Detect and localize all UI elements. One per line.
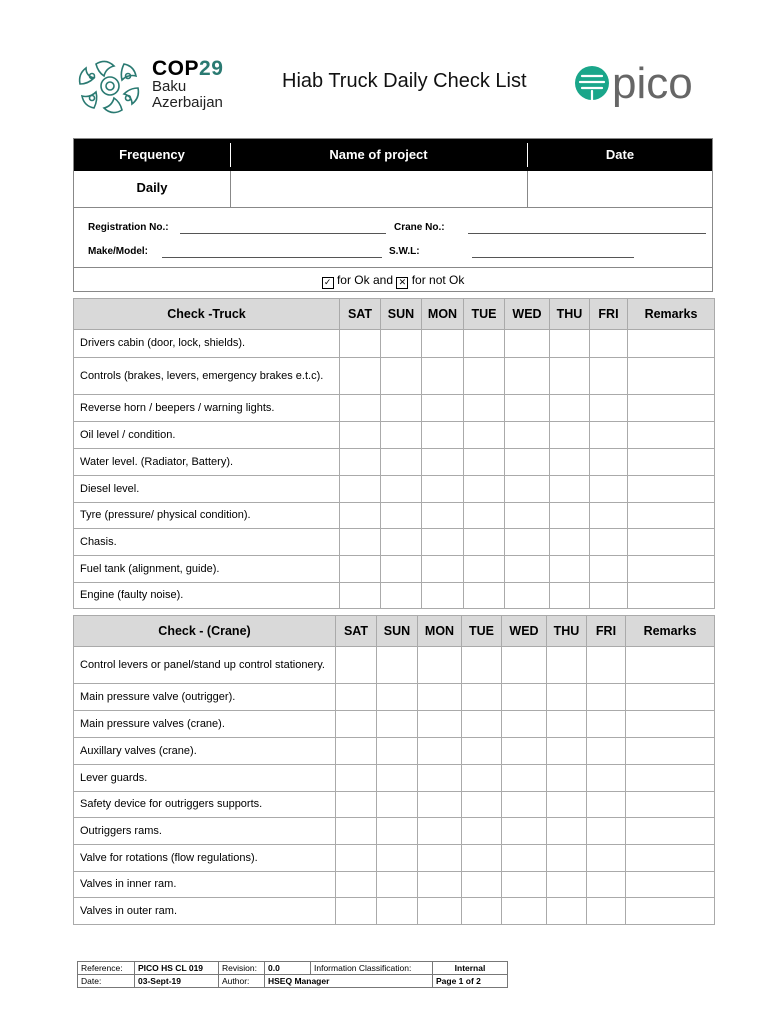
check-cell-thu[interactable]: [550, 449, 590, 476]
check-cell-mon[interactable]: [418, 711, 462, 738]
check-cell-wed[interactable]: [502, 792, 547, 818]
truck-check-header: Check -Truck: [74, 299, 340, 330]
check-cell-sun[interactable]: [377, 898, 418, 925]
check-cell-tue[interactable]: [464, 476, 505, 503]
day-header-wed: WED: [505, 299, 550, 330]
check-cell-mon[interactable]: [418, 898, 462, 925]
check-cell-mon[interactable]: [418, 845, 462, 872]
check-cell-fri[interactable]: [590, 422, 628, 449]
table-row: [74, 872, 715, 898]
check-cell-fri[interactable]: [587, 711, 626, 738]
check-cell-fri[interactable]: [587, 872, 626, 898]
check-cell-mon[interactable]: [422, 449, 464, 476]
check-item-label: Reverse horn / beepers / warning lights.: [74, 395, 340, 422]
check-cell-fri[interactable]: [590, 330, 628, 358]
check-cell-fri[interactable]: [587, 765, 626, 792]
cell-divider: [230, 171, 231, 207]
check-cell-fri[interactable]: [590, 449, 628, 476]
day-header-fri: FRI: [590, 299, 628, 330]
check-item-label: Controls (brakes, levers, emergency brakes e.t.c).: [74, 358, 340, 395]
legend-ok-text: for Ok and: [336, 273, 393, 287]
check-cell-tue[interactable]: [462, 647, 502, 684]
table-row: [74, 738, 715, 765]
crane-check-header: Check - (Crane): [74, 616, 336, 647]
remarks-cell[interactable]: [628, 583, 715, 609]
cell-divider: [527, 171, 528, 207]
pico-emblem-icon: [575, 66, 609, 101]
table-row: [74, 647, 715, 684]
registration-label: Registration No.:: [88, 222, 169, 233]
check-cell-sat[interactable]: [340, 422, 381, 449]
author-label: Author:: [219, 975, 265, 988]
remarks-cell[interactable]: [628, 476, 715, 503]
check-cell-fri[interactable]: [587, 898, 626, 925]
check-cell-sun[interactable]: [377, 738, 418, 765]
check-item-label: Drivers cabin (door, lock, shields).: [74, 330, 340, 358]
check-cell-sun[interactable]: [377, 792, 418, 818]
page-number: Page 1 of 2: [433, 975, 508, 988]
check-item-label: Tyre (pressure/ physical condition).: [74, 503, 340, 529]
table-row: [74, 503, 715, 529]
check-cell-tue[interactable]: [464, 449, 505, 476]
check-cell-wed[interactable]: [502, 765, 547, 792]
remarks-cell[interactable]: [628, 422, 715, 449]
check-cell-sun[interactable]: [381, 583, 422, 609]
check-cell-thu[interactable]: [547, 684, 587, 711]
reference-value: PICO HS CL 019: [135, 962, 219, 975]
check-cell-fri[interactable]: [587, 845, 626, 872]
day-header-fri: FRI: [587, 616, 626, 647]
check-cell-tue[interactable]: [462, 684, 502, 711]
check-cell-sun[interactable]: [381, 330, 422, 358]
project-values-row: [74, 171, 712, 208]
swl-field[interactable]: [472, 257, 634, 258]
check-cell-sat[interactable]: [340, 358, 381, 395]
check-cell-sat[interactable]: [336, 818, 377, 845]
cop-number: 29: [199, 57, 224, 80]
check-item-label: Engine (faulty noise).: [74, 583, 340, 609]
table-row: [74, 529, 715, 556]
check-item-label: Oil level / condition.: [74, 422, 340, 449]
check-cell-fri[interactable]: [590, 529, 628, 556]
remarks-cell[interactable]: [626, 738, 715, 765]
cop-brand: COP: [152, 57, 200, 80]
check-item-label: Valve for rotations (flow regulations).: [74, 845, 336, 872]
check-cell-fri[interactable]: [590, 395, 628, 422]
check-cell-sat[interactable]: [336, 792, 377, 818]
check-cell-sun[interactable]: [381, 503, 422, 529]
check-cell-fri[interactable]: [587, 792, 626, 818]
remarks-header: Remarks: [628, 299, 715, 330]
check-cell-sat[interactable]: [340, 449, 381, 476]
check-item-label: Diesel level.: [74, 476, 340, 503]
check-cell-thu[interactable]: [547, 711, 587, 738]
day-header-thu: THU: [547, 616, 587, 647]
check-cell-thu[interactable]: [550, 330, 590, 358]
check-cell-mon[interactable]: [422, 358, 464, 395]
check-cell-mon[interactable]: [418, 792, 462, 818]
remarks-cell[interactable]: [628, 503, 715, 529]
table-row: [74, 358, 715, 395]
check-cell-fri[interactable]: [590, 358, 628, 395]
check-cell-sat[interactable]: [336, 647, 377, 684]
remarks-header: Remarks: [626, 616, 715, 647]
check-cell-mon[interactable]: [422, 330, 464, 358]
check-cell-sat[interactable]: [336, 684, 377, 711]
check-cell-wed[interactable]: [502, 872, 547, 898]
table-row: [74, 711, 715, 738]
check-cell-mon[interactable]: [422, 583, 464, 609]
document-footer-table: [77, 961, 508, 988]
check-cell-tue[interactable]: [462, 872, 502, 898]
classification-label: Information Classification:: [311, 962, 433, 975]
check-cell-sat[interactable]: [340, 556, 381, 583]
pico-logo: [572, 58, 718, 116]
check-cell-thu[interactable]: [550, 503, 590, 529]
date-header: Date: [605, 147, 635, 162]
header-divider: [230, 143, 231, 167]
day-header-sat: SAT: [336, 616, 377, 647]
remarks-cell[interactable]: [626, 845, 715, 872]
check-cell-wed[interactable]: [505, 449, 550, 476]
remarks-cell[interactable]: [628, 330, 715, 358]
check-cell-mon[interactable]: [418, 738, 462, 765]
table-row: [74, 395, 715, 422]
check-cell-tue[interactable]: [464, 529, 505, 556]
check-cell-mon[interactable]: [418, 765, 462, 792]
check-cell-mon[interactable]: [422, 395, 464, 422]
author-value: HSEQ Manager: [265, 975, 433, 988]
check-cell-sun[interactable]: [381, 556, 422, 583]
table-row: [74, 792, 715, 818]
check-cell-thu[interactable]: [547, 738, 587, 765]
day-header-sun: SUN: [381, 299, 422, 330]
check-cell-sun[interactable]: [377, 845, 418, 872]
check-cell-wed[interactable]: [502, 684, 547, 711]
truck-check-table: [73, 298, 715, 609]
check-cell-wed[interactable]: [505, 358, 550, 395]
remarks-cell[interactable]: [626, 711, 715, 738]
check-cell-sun[interactable]: [381, 422, 422, 449]
day-header-sun: SUN: [377, 616, 418, 647]
check-cell-wed[interactable]: [502, 898, 547, 925]
check-item-label: Lever guards.: [74, 765, 336, 792]
check-cell-thu[interactable]: [547, 647, 587, 684]
make-model-field[interactable]: [162, 257, 382, 258]
frequency-header: Frequency: [119, 147, 185, 162]
check-cell-mon[interactable]: [418, 684, 462, 711]
check-cell-wed[interactable]: [505, 422, 550, 449]
check-cell-sun[interactable]: [377, 765, 418, 792]
check-cell-tue[interactable]: [462, 765, 502, 792]
revision-label: Revision:: [219, 962, 265, 975]
check-cell-thu[interactable]: [550, 358, 590, 395]
check-cell-thu[interactable]: [550, 556, 590, 583]
check-item-label: Fuel tank (alignment, guide).: [74, 556, 340, 583]
check-cell-sat[interactable]: [340, 476, 381, 503]
check-cell-sun[interactable]: [377, 684, 418, 711]
remarks-cell[interactable]: [628, 449, 715, 476]
check-item-label: Valves in inner ram.: [74, 872, 336, 898]
check-cell-wed[interactable]: [505, 476, 550, 503]
check-cell-sun[interactable]: [381, 529, 422, 556]
check-cell-thu[interactable]: [547, 845, 587, 872]
check-cell-fri[interactable]: [587, 647, 626, 684]
remarks-cell[interactable]: [626, 898, 715, 925]
check-cell-tue[interactable]: [464, 330, 505, 358]
check-item-label: Outriggers rams.: [74, 818, 336, 845]
remarks-cell[interactable]: [626, 647, 715, 684]
check-cell-mon[interactable]: [422, 529, 464, 556]
day-header-tue: TUE: [464, 299, 505, 330]
classification-value: Internal: [433, 962, 508, 975]
check-cell-tue[interactable]: [462, 818, 502, 845]
check-cell-tue[interactable]: [462, 898, 502, 925]
check-cell-fri[interactable]: [590, 583, 628, 609]
check-item-label: Valves in outer ram.: [74, 898, 336, 925]
header-divider: [527, 143, 528, 167]
check-cell-wed[interactable]: [505, 330, 550, 358]
day-header-sat: SAT: [340, 299, 381, 330]
check-cell-tue[interactable]: [462, 845, 502, 872]
make-model-label: Make/Model:: [88, 246, 149, 257]
check-cell-mon[interactable]: [422, 422, 464, 449]
cop29-wordmark: [152, 58, 223, 111]
remarks-cell[interactable]: [626, 792, 715, 818]
check-cell-wed[interactable]: [505, 503, 550, 529]
check-cell-tue[interactable]: [464, 422, 505, 449]
check-cell-mon[interactable]: [422, 476, 464, 503]
project-header-row: [74, 139, 712, 171]
check-cell-thu[interactable]: [550, 422, 590, 449]
table-row: [74, 765, 715, 792]
swl-label: S.W.L:: [389, 246, 420, 257]
check-cell-fri[interactable]: [590, 503, 628, 529]
check-cell-sun[interactable]: [377, 711, 418, 738]
check-cell-wed[interactable]: [502, 711, 547, 738]
registration-field[interactable]: [180, 233, 386, 234]
check-cell-fri[interactable]: [587, 684, 626, 711]
truck-header-row: [74, 299, 715, 330]
check-cell-mon[interactable]: [418, 872, 462, 898]
check-cell-tue[interactable]: [462, 738, 502, 765]
check-cell-sat[interactable]: [340, 503, 381, 529]
check-cell-fri[interactable]: [587, 738, 626, 765]
date-value: 03-Sept-19: [135, 975, 219, 988]
check-cell-wed[interactable]: [502, 845, 547, 872]
check-cell-sun[interactable]: [381, 476, 422, 503]
check-cell-tue[interactable]: [464, 395, 505, 422]
check-cell-thu[interactable]: [550, 529, 590, 556]
remarks-cell[interactable]: [628, 529, 715, 556]
check-cell-sat[interactable]: [340, 330, 381, 358]
check-cell-sun[interactable]: [377, 872, 418, 898]
day-header-mon: MON: [418, 616, 462, 647]
check-cell-sat[interactable]: [336, 711, 377, 738]
day-header-wed: WED: [502, 616, 547, 647]
check-cell-wed[interactable]: [505, 556, 550, 583]
remarks-cell[interactable]: [626, 684, 715, 711]
table-row: [74, 449, 715, 476]
remarks-cell[interactable]: [626, 872, 715, 898]
check-legend: [74, 267, 712, 293]
check-cell-fri[interactable]: [590, 476, 628, 503]
check-cell-thu[interactable]: [547, 792, 587, 818]
date-field[interactable]: [528, 171, 713, 207]
check-cell-thu[interactable]: [550, 395, 590, 422]
check-cell-thu[interactable]: [550, 583, 590, 609]
day-header-tue: TUE: [462, 616, 502, 647]
check-item-label: Control levers or panel/stand up control stationery.: [74, 647, 336, 684]
check-cell-sun[interactable]: [377, 818, 418, 845]
check-cell-sat[interactable]: [336, 845, 377, 872]
check-cell-sat[interactable]: [340, 583, 381, 609]
remarks-cell[interactable]: [628, 395, 715, 422]
project-info-table: [73, 138, 713, 292]
check-item-label: Main pressure valve (outrigger).: [74, 684, 336, 711]
crane-check-table: [73, 615, 715, 925]
crane-no-label: Crane No.:: [394, 222, 445, 233]
table-row: [74, 422, 715, 449]
checked-box-icon: ✓: [322, 277, 334, 289]
check-cell-wed[interactable]: [505, 583, 550, 609]
check-cell-tue[interactable]: [464, 583, 505, 609]
table-row: [74, 476, 715, 503]
table-row: [74, 583, 715, 609]
check-cell-tue[interactable]: [464, 556, 505, 583]
check-cell-thu[interactable]: [550, 476, 590, 503]
check-cell-wed[interactable]: [502, 738, 547, 765]
check-cell-tue[interactable]: [464, 358, 505, 395]
crane-header-row: [74, 616, 715, 647]
check-item-label: Chasis.: [74, 529, 340, 556]
check-cell-sat[interactable]: [336, 898, 377, 925]
date-label: Date:: [78, 975, 135, 988]
table-row: [74, 684, 715, 711]
project-name-field[interactable]: [231, 171, 526, 207]
table-row: [74, 556, 715, 583]
table-row: [74, 845, 715, 872]
remarks-cell[interactable]: [626, 818, 715, 845]
revision-value: 0.0: [265, 962, 311, 975]
legend-not-ok-text: for not Ok: [411, 273, 465, 287]
check-cell-wed[interactable]: [502, 647, 547, 684]
table-row: [74, 818, 715, 845]
check-cell-thu[interactable]: [547, 898, 587, 925]
crossed-box-icon: ✕: [396, 277, 408, 289]
remarks-cell[interactable]: [626, 765, 715, 792]
check-cell-thu[interactable]: [547, 818, 587, 845]
day-header-mon: MON: [422, 299, 464, 330]
check-cell-sun[interactable]: [381, 358, 422, 395]
check-cell-sun[interactable]: [377, 647, 418, 684]
pico-wordmark: pico: [612, 59, 693, 108]
remarks-cell[interactable]: [628, 556, 715, 583]
reference-label: Reference:: [78, 962, 135, 975]
check-item-label: Auxillary valves (crane).: [74, 738, 336, 765]
day-header-thu: THU: [550, 299, 590, 330]
check-cell-sat[interactable]: [336, 738, 377, 765]
table-row: [74, 898, 715, 925]
check-item-label: Water level. (Radiator, Battery).: [74, 449, 340, 476]
cop-country: Azerbaijan: [152, 94, 223, 111]
check-cell-thu[interactable]: [547, 872, 587, 898]
check-cell-mon[interactable]: [418, 647, 462, 684]
check-cell-mon[interactable]: [422, 503, 464, 529]
check-cell-fri[interactable]: [587, 818, 626, 845]
frequency-value: Daily: [136, 180, 168, 195]
check-cell-sat[interactable]: [340, 395, 381, 422]
check-item-label: Safety device for outriggers supports.: [74, 792, 336, 818]
check-cell-sat[interactable]: [340, 529, 381, 556]
check-cell-sun[interactable]: [381, 449, 422, 476]
cop29-logo-icon: [72, 54, 148, 118]
check-cell-fri[interactable]: [590, 556, 628, 583]
remarks-cell[interactable]: [628, 358, 715, 395]
table-row: [74, 330, 715, 358]
cop-city: Baku: [152, 78, 187, 95]
check-cell-mon[interactable]: [418, 818, 462, 845]
check-cell-wed[interactable]: [502, 818, 547, 845]
check-cell-sun[interactable]: [381, 395, 422, 422]
check-cell-tue[interactable]: [462, 711, 502, 738]
project-name-header: Name of project: [329, 147, 428, 162]
check-cell-wed[interactable]: [505, 529, 550, 556]
check-item-label: Main pressure valves (crane).: [74, 711, 336, 738]
check-cell-sat[interactable]: [336, 872, 377, 898]
crane-no-field[interactable]: [468, 233, 706, 234]
check-cell-wed[interactable]: [505, 395, 550, 422]
check-cell-sat[interactable]: [336, 765, 377, 792]
check-cell-tue[interactable]: [462, 792, 502, 818]
check-cell-thu[interactable]: [547, 765, 587, 792]
check-cell-tue[interactable]: [464, 503, 505, 529]
document-title: Hiab Truck Daily Check List: [282, 70, 527, 92]
check-cell-mon[interactable]: [422, 556, 464, 583]
